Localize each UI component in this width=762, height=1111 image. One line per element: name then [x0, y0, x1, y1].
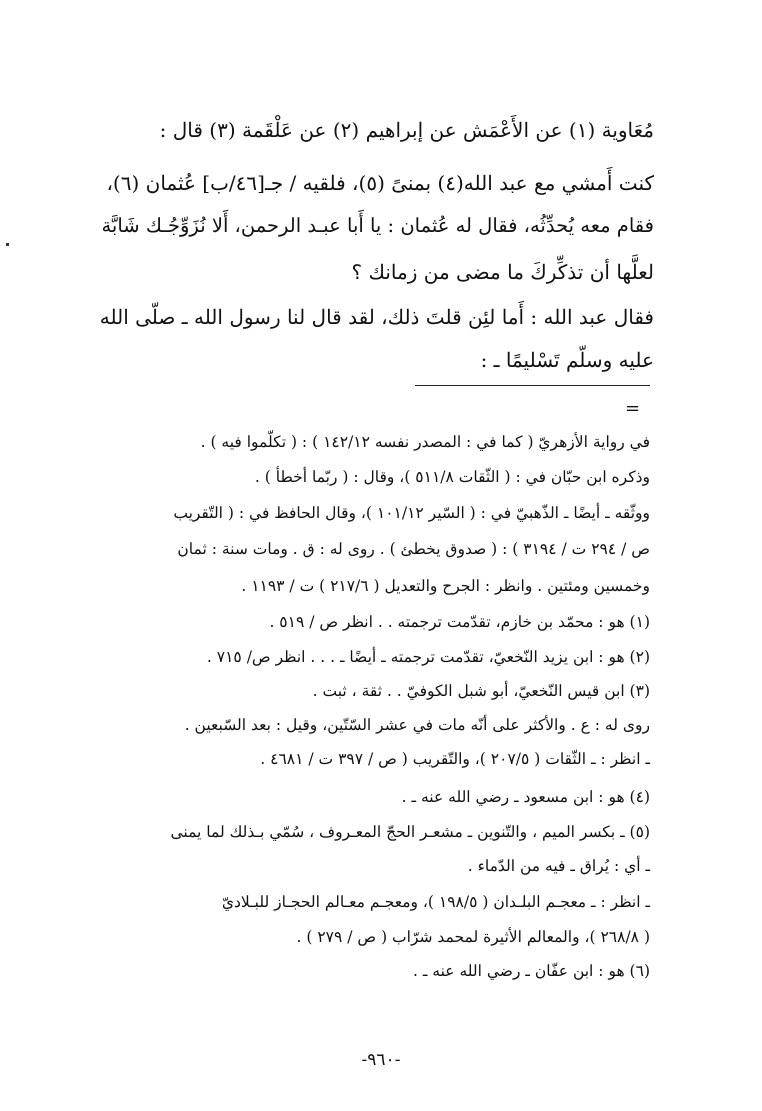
footnote-line-16: (٦) هو : ابن عفّان ـ رضي الله عنه ـ .	[412, 962, 650, 980]
footnote-line-13: ـ أي : يُراق ـ فيه من الدّماء .	[467, 857, 650, 875]
footnote-line-14: ـ انظر : ـ معجـم البلـدان ( ١٩٨/٥ )، ومعجـم معـالم الحجـاز للبـلاديّ	[221, 893, 650, 911]
continuation-mark: =	[625, 398, 641, 419]
page-number: -٩٦٠-	[361, 1050, 401, 1070]
footnote-line-6: (١) هو : محمّد بن خازم، تقدّمت ترجمته . . انظر ص / ٥١٩ .	[269, 613, 650, 631]
footnote-line-4: ص / ٢٩٤ ت / ٣١٩٤ ) : ( صدوق يخطئ ) . روى له : ق . ومات سنة : ثمان	[177, 540, 650, 558]
footnote-line-5: وخمسين ومئتين . وانظر : الجرح والتعديل ( ٢١٧/٦ ) ت / ١١٩٣ .	[241, 577, 650, 595]
footnote-line-7: (٢) هو : ابن يزيد النّخعيّ، تقدّمت ترجمته ـ أيضًا ـ . . . انظر ص/ ٧١٥ .	[206, 648, 650, 666]
main-text-line-4: لعلَّها أن تذكِّركَ ما مضى من زمانك ؟	[351, 260, 654, 284]
footnote-line-1: في رواية الأزهريّ ( كما في : المصدر نفسه ١٤٢/١٢ ) : ( تكلّموا فيه ) .	[200, 433, 650, 451]
scan-speck	[6, 243, 9, 246]
main-text-line-2: كنت أَمشي مع عبد الله(٤) بمنىً (٥)، فلقيه / جـ[٤٦/ب] عُثمان (٦)،	[106, 171, 654, 195]
main-text-line-1: مُعَاوية (١) عن الأَعْمَش عن إبراهيم (٢) عن عَلْقَمة (٣) قال :	[159, 118, 654, 142]
footnote-line-12: (٥) ـ بكسر الميم ، والتّنوين ـ مشعـر الحجّ المعـروف ، سُمّي بـذلك لما يمنى	[170, 823, 650, 841]
main-text-line-6: عليه وسلّم تَسْليمًا ـ :	[480, 348, 654, 372]
footnote-line-9: روى له : ع . والأكثر على أنّه مات في عشر السّتّين، وقيل : بعد السّبعين .	[184, 716, 650, 734]
main-text-line-3: فقام معه يُحدِّثُه، فقال له عُثمان : يا أَبا عبـد الرحمن، أَلا نُزَوِّجُـك شَابَّة	[101, 214, 654, 237]
footnote-line-15: ( ٢٦٨/٨ )، والمعالم الأثيرة لمحمد شرّاب ( ص / ٢٧٩ ) .	[296, 928, 650, 946]
footnote-line-11: (٤) هو : ابن مسعود ـ رضي الله عنه ـ .	[401, 788, 650, 806]
footnote-line-2: وذكره ابن حبّان في : ( الثّقات ٥١١/٨ )، وقال : ( ربّما أخطأ ) .	[254, 468, 650, 486]
footnote-divider	[415, 385, 650, 386]
footnote-line-3: ووثّقه ـ أيضًا ـ الذّهبيّ في : ( السّير ١٠١/١٢ )، وقال الحافظ في : ( التّقريب	[173, 504, 650, 522]
footnote-line-8: (٣) ابن قيس النّخعيّ، أبو شبل الكوفيّ . . ثقة ، ثبت .	[312, 682, 650, 700]
main-text-line-5: فقال عبد الله : أَما لئِن قلتَ ذلك، لقد قال لنا رسول الله ـ صلّى الله	[99, 305, 654, 329]
footnote-line-10: ـ انظر : ـ الثّقات ( ٢٠٧/٥ )، والتّقريب ( ص / ٣٩٧ ت / ٤٦٨١ .	[260, 750, 650, 768]
